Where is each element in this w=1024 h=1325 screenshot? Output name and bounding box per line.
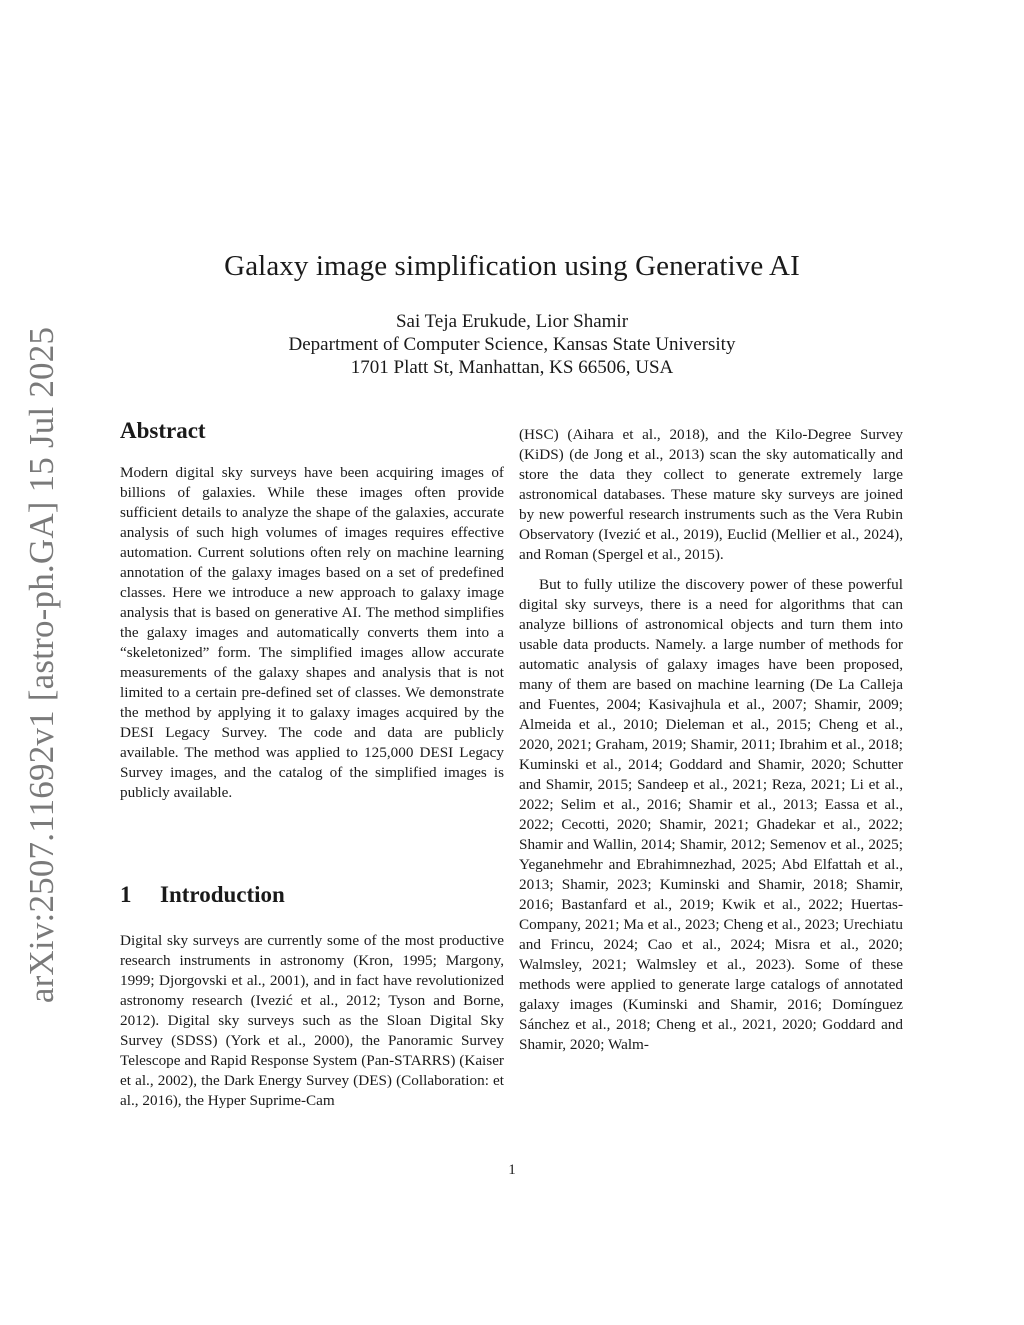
section-number: 1 [120, 882, 132, 907]
arxiv-identifier: arXiv:2507.11692v1 [astro-ph.GA] 15 Jul 2025 [22, 326, 61, 1004]
introduction-paragraph-1: Digital sky surveys are currently some of the most productive research instruments in astronomy (Kron, 1995; Margony, 1999; Djorgovski et al., 2001), and in fact have revolutionized astronomy research (Ivezić et al., 2012; Tyson and Borne, 2012). Digital sky surveys such as the Sloan Digital Sky Survey (SDSS) (York et al., 2000), the Panoramic Survey Telescope and Rapid Response System (Pan-STARRS) (Kaiser et al., 2002), the Dark Energy Survey (DES) (Collaboration: et al., 2016), the Hyper Suprime-Cam [120, 932, 504, 1109]
abstract-text: Modern digital sky surveys have been acquiring images of billions of galaxies. While these images often provide sufficient details to analyze the shape of the galaxies, accurate analysis of such high volumes of images requires effective automation. Current solutions often rely on machine learning annotation of the galaxy images based on a set of predefined classes. Here we introduce a new approach to galaxy image analysis that is based on generative AI. The method simplifies the galaxy images and automatically converts them into a “skeletonized” form. The simplified images allow accurate measurements of the galaxy shapes and analysis that is not limited to a certain pre-defined set of classes. We demonstrate the method by applying it to galaxy images acquired by the DESI Legacy Survey. The code and data are publicly available. The method was applied to 125,000 DESI Legacy Survey images, and the catalog of the simplified images is publicly available. [120, 464, 504, 801]
abstract-body [120, 463, 504, 803]
arxiv-sidebar [2, 326, 82, 1004]
introduction-paragraph-2: But to fully utilize the discovery power of these powerful digital sky surveys, there is a need for algorithms that can analyze billions of astronomical objects and turn them into usable data products. Namely. a large number of methods for automatic analysis of galaxy images have been proposed, many of them are based on machine learning (De La Calleja and Fuentes, 2004; Kasivajhula et al., 2007; Shamir, 2009; Almeida et al., 2010; Dieleman et al., 2015; Cheng et al., 2020, 2021; Graham, 2019; Shamir, 2011; Ibrahim et al., 2018; Kuminski et al., 2014; Goddard and Shamir, 2020; Schutter and Shamir, 2015; Sandeep et al., 2021; Reza, 2021; Li et al., 2022; Selim et al., 2016; Shamir et al., 2013; Eassa et al., 2022; Cecotti, 2020; Shamir, 2021; Ghadekar et al., 2022; Shamir and Wallin, 2014; Shamir, 2012; Semenov et al., 2025; Yeganehmehr and Ebrahimnezhad, 2025; Abd Elfattah et al., 2013; Shamir, 2023; Kuminski and Shamir, 2018; Shamir, 2016; Bastanfard et al., 2019; Kwik et al., 2022; Huertas-Company, 2021; Ma et al., 2023; Cheng et al., 2023; Urechiatu and Frincu, 2024; Cao et al., 2024; Misra et al., 2020; Walmsley, 2021; Walmsley et al., 2023). Some of these methods were applied to generate large catalogs of annotated galaxy images (Kuminski and Shamir, 2016; Domínguez Sánchez et al., 2018; Cheng et al., 2021, 2020; Goddard and Shamir, 2020; Walm- [519, 576, 903, 1053]
paper-authors: Sai Teja Erukude, Lior Shamir [395, 311, 629, 332]
paper-address: 1701 Platt St, Manhattan, KS 66506, USA [350, 357, 674, 378]
paper-title: Galaxy image simplification using Generative AI [224, 250, 800, 282]
abstract-heading: Abstract [120, 418, 206, 443]
paper-affiliation: Department of Computer Science, Kansas State University [288, 334, 736, 355]
introduction-column-right [519, 425, 903, 1055]
section-title: Introduction [160, 882, 285, 907]
introduction-column-left [120, 931, 504, 1111]
introduction-paragraph-1-continued: (HSC) (Aihara et al., 2018), and the Kilo-Degree Survey (KiDS) (de Jong et al., 2013) scan the sky automatically and store the data they collect to generate extremely large astronomical databases. These mature sky surveys are joined by new powerful research instruments such as the Vera Rubin Observatory (Ivezić et al., 2019), Euclid (Mellier et al., 2024), and Roman (Spergel et al., 2015). [519, 426, 903, 563]
page-number: 1 [508, 1162, 516, 1178]
introduction-heading [120, 882, 285, 908]
